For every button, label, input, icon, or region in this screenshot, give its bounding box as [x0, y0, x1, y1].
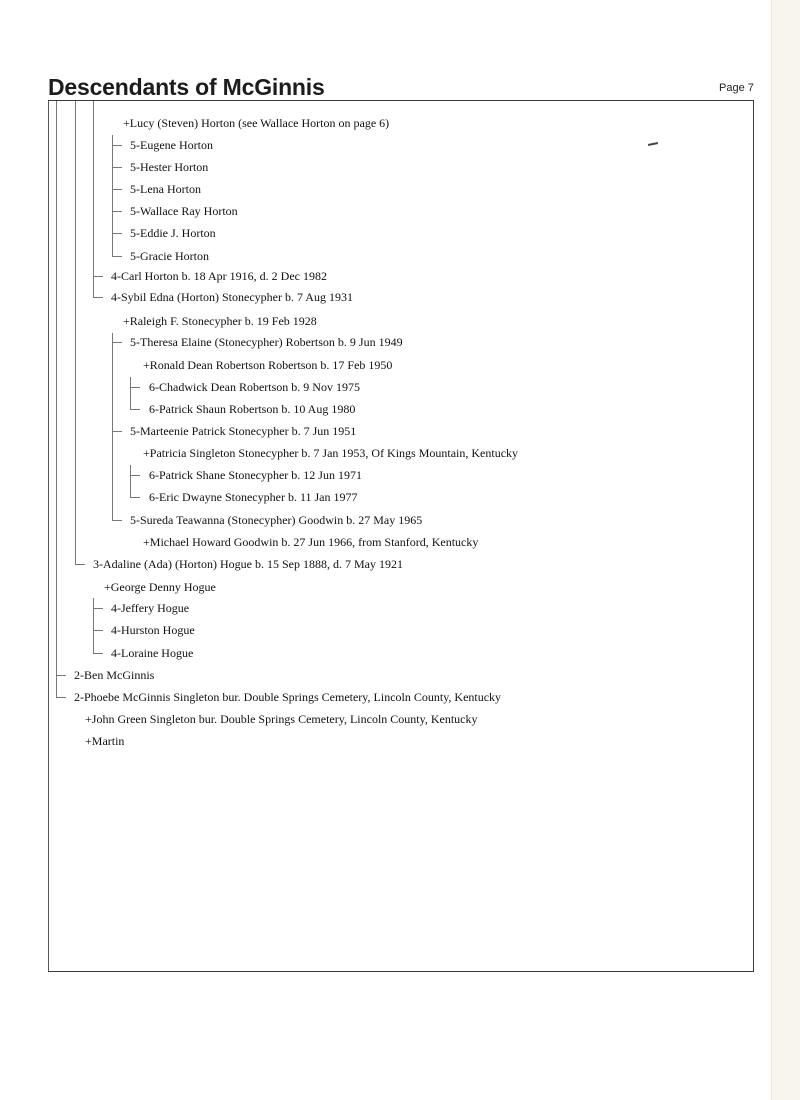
- descendant-entry: 6-Chadwick Dean Robertson b. 9 Nov 1975: [149, 380, 360, 394]
- tree-tick: [93, 630, 103, 631]
- spouse-entry: +George Denny Hogue: [104, 580, 216, 594]
- tree-tick: [112, 211, 122, 212]
- descendant-entry: 6-Patrick Shane Stonecypher b. 12 Jun 1971: [149, 468, 362, 482]
- spouse-entry: +Patricia Singleton Stonecypher b. 7 Jan 1953, Of Kings Mountain, Kentucky: [143, 446, 519, 460]
- descendant-entry: 5-Eugene Horton: [130, 138, 213, 152]
- tree-line-level-6-robertson: [130, 377, 131, 410]
- tree-line-level-3: [75, 101, 76, 564]
- tree-tick: [130, 475, 140, 476]
- scanned-page-edge: [771, 0, 800, 1100]
- tree-tick: [93, 297, 103, 298]
- spouse-entry: +Raleigh F. Stonecypher b. 19 Feb 1928: [123, 314, 317, 328]
- tree-tick: [93, 653, 103, 654]
- tree-tick: [130, 497, 140, 498]
- tree-tick: [112, 256, 122, 257]
- tree-tick: [112, 145, 122, 146]
- tree-tick: [56, 697, 66, 698]
- tree-tick: [75, 564, 85, 565]
- tree-tick: [93, 276, 103, 277]
- spouse-entry: +John Green Singleton bur. Double Springs Cemetery, Lincoln County, Kentucky: [85, 712, 478, 726]
- descendant-entry: 5-Sureda Teawanna (Stonecypher) Goodwin b. 27 May 1965: [130, 513, 423, 527]
- descendant-entry: 4-Hurston Hogue: [111, 623, 195, 637]
- descendant-entry: 2-Ben McGinnis: [74, 668, 155, 682]
- spouse-entry: +Martin: [85, 734, 125, 748]
- tree-tick: [112, 233, 122, 234]
- descendant-entry: 5-Marteenie Patrick Stonecypher b. 7 Jun 1951: [130, 424, 357, 438]
- tree-line-level-5-stonecypher: [112, 333, 113, 521]
- descendant-entry: 4-Carl Horton b. 18 Apr 1916, d. 2 Dec 1982: [111, 269, 327, 283]
- tree-tick: [112, 431, 122, 432]
- tree-tick: [112, 189, 122, 190]
- descendant-entry: 5-Lena Horton: [130, 182, 201, 196]
- tree-line-level-6-stonecypher: [130, 465, 131, 498]
- descendant-entry: 4-Loraine Hogue: [111, 646, 194, 660]
- tree-tick: [93, 608, 103, 609]
- tree-tick: [130, 387, 140, 388]
- descendant-entry: 4-Sybil Edna (Horton) Stonecypher b. 7 Aug 1931: [111, 290, 353, 304]
- tree-tick: [56, 675, 66, 676]
- tree-line-level-5-horton: [112, 135, 113, 257]
- tree-line-level-4-hogue: [93, 598, 94, 654]
- page-title: Descendants of McGinnis: [48, 74, 325, 100]
- tree-tick: [112, 167, 122, 168]
- tree-tick: [130, 409, 140, 410]
- spouse-entry: +Michael Howard Goodwin b. 27 Jun 1966, from Stanford, Kentucky: [143, 535, 479, 549]
- tree-tick: [112, 520, 122, 521]
- descendant-entry: 5-Theresa Elaine (Stonecypher) Robertson b. 9 Jun 1949: [130, 335, 403, 349]
- spouse-entry: +Ronald Dean Robertson Robertson b. 17 Feb 1950: [143, 358, 393, 372]
- descendant-entry: 6-Patrick Shaun Robertson b. 10 Aug 1980: [149, 402, 356, 416]
- descendant-entry: 5-Hester Horton: [130, 160, 209, 174]
- descendant-entry: 3-Adaline (Ada) (Horton) Hogue b. 15 Sep 1888, d. 7 May 1921: [93, 557, 403, 571]
- spouse-entry: +Lucy (Steven) Horton (see Wallace Horton on page 6): [123, 116, 390, 130]
- descendant-entry: 5-Eddie J. Horton: [130, 226, 216, 240]
- descendant-entry: 5-Gracie Horton: [130, 249, 209, 263]
- descendant-entry: 4-Jeffery Hogue: [111, 601, 190, 615]
- tree-tick: [112, 342, 122, 343]
- tree-line-level-2: [56, 101, 57, 697]
- descendant-entry: 2-Phoebe McGinnis Singleton bur. Double Springs Cemetery, Lincoln County, Kentucky: [74, 690, 502, 704]
- tree-line-level-4: [93, 101, 94, 297]
- descendant-entry: 6-Eric Dwayne Stonecypher b. 11 Jan 1977: [149, 490, 358, 504]
- descendant-entry: 5-Wallace Ray Horton: [130, 204, 238, 218]
- page-number: Page 7: [719, 82, 754, 94]
